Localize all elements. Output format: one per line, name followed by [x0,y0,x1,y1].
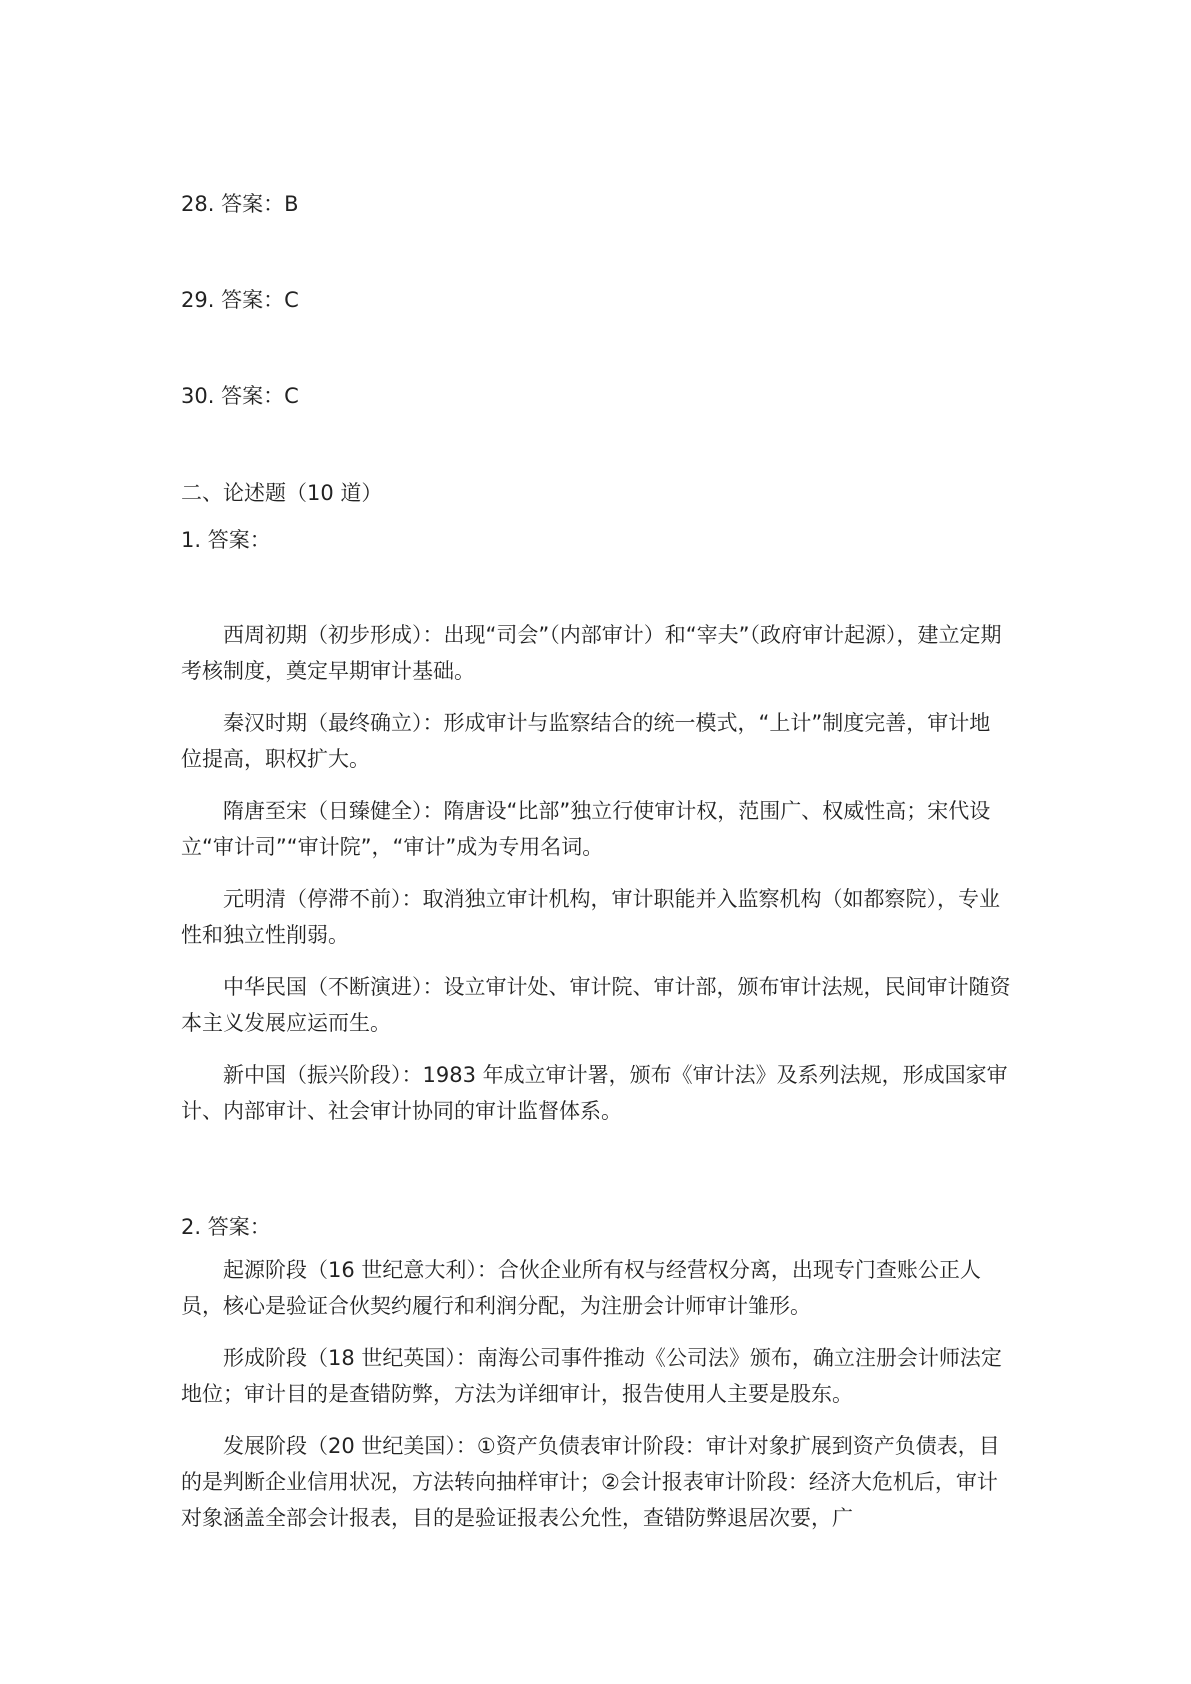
answer-30: 30. 答案：C [181,384,299,408]
q1-paragraph-yuan-ming-qing: 元明清（停滞不前）：取消独立审计机构，审计职能并入监察机构（如都察院），专业性和独立性削弱。 [181,887,1000,947]
section-heading-essay: 二、论述题（10 道） [181,481,383,505]
q1-paragraph-republic-of-china: 中华民国（不断演进）：设立审计处、审计院、审计部，颁布审计法规，民间审计随资本主义发展应运而生。 [181,975,1011,1035]
q1-paragraph-sui-tang-song: 隋唐至宋（日臻健全）：隋唐设“比部”独立行使审计权，范围广、权威性高；宋代设立“审计司”“审计院”，“审计”成为专用名词。 [181,799,991,859]
answer-28: 28. 答案：B [181,192,299,216]
q2-paragraph-formation-stage: 形成阶段（18 世纪英国）：南海公司事件推动《公司法》颁布，确立注册会计师法定地位；审计目的是查错防弊，方法为详细审计，报告使用人主要是股东。 [181,1346,1002,1406]
q2-paragraph-origin-stage: 起源阶段（16 世纪意大利）：合伙企业所有权与经营权分离，出现专门查账公正人员，核心是验证合伙契约履行和利润分配，为注册会计师审计雏形。 [181,1258,981,1318]
q1-paragraph-new-china: 新中国（振兴阶段）：1983 年成立审计署，颁布《审计法》及系列法规，形成国家审计、内部审计、社会审计协同的审计监督体系。 [181,1063,1008,1123]
essay-q2-label: 2. 答案： [181,1215,271,1239]
essay-q1-label: 1. 答案： [181,528,271,552]
q1-paragraph-qin-han: 秦汉时期（最终确立）：形成审计与监察结合的统一模式，“上计”制度完善，审计地位提高，职权扩大。 [181,711,991,771]
q1-paragraph-western-zhou: 西周初期（初步形成）：出现“司会”（内部审计）和“宰夫”（政府审计起源），建立定期考核制度，奠定早期审计基础。 [181,623,1002,683]
q2-paragraph-development-stage: 发展阶段（20 世纪美国）：①资产负债表审计阶段：审计对象扩展到资产负债表，目的是判断企业信用状况，方法转向抽样审计；②会计报表审计阶段：经济大危机后，审计对象涵盖全部会计报表，目的是验证报表公允性，查错防弊退居次要，广 [181,1434,1000,1530]
answer-29: 29. 答案：C [181,288,299,312]
